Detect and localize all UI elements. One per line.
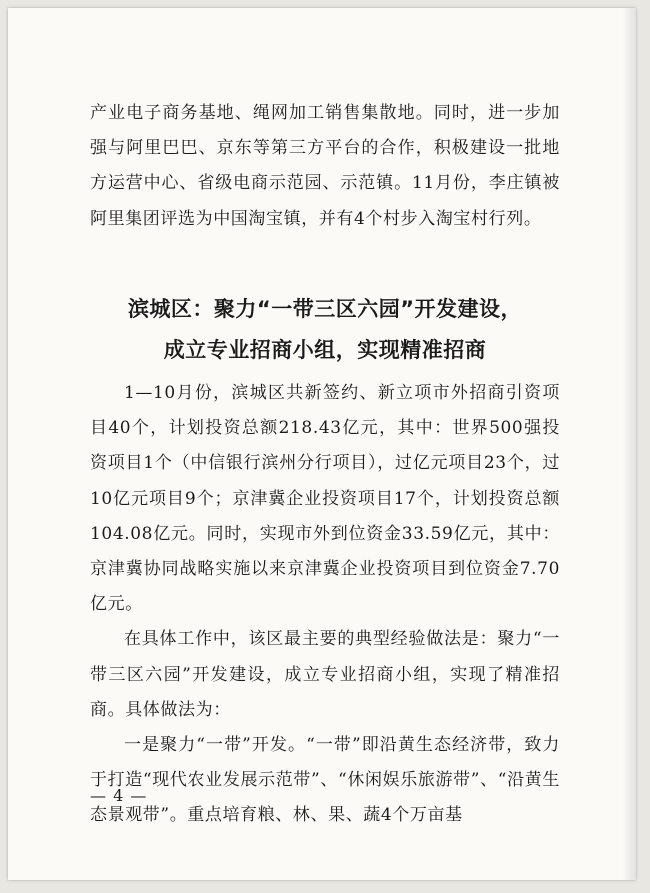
- intro-paragraph: 产业电子商务基地、绳网加工销售集散地。同时，进一步加强与阿里巴巴、京东等第三方平台的合作，积极建设一批地方运营中心、省级电商示范园、示范镇。11月份，李庄镇被阿里集团评选为中国淘宝镇，并有4个村步入淘宝村行列。: [90, 103, 560, 229]
- document-page: [8, 8, 636, 880]
- section-body: [90, 376, 560, 834]
- section-heading-line-1: 滨城区：聚力“一带三区六园”开发建设，: [127, 297, 523, 321]
- page-number: — 4 —: [90, 786, 148, 805]
- paragraph-one-belt: 一是聚力“一带”开发。“一带”即沿黄生态经济带，致力于打造“现代农业发展示范带”、“休闲娱乐旅游带”、“沿黄生态景观带”。重点培育粮、林、果、蔬4个万亩基: [90, 735, 560, 826]
- paragraph-investment-stats: 1—10月份，滨城区共新签约、新立项市外招商引资项目40个，计划投资总额218.43亿元，其中：世界500强投资项目1个（中信银行滨州分行项目），过亿元项目23个，过10亿元项目9个；京津冀企业投资项目17个，计划投资总额104.08亿元。同时，实现市外到位资金33.59亿元，其中：京津冀协同战略实施以来京津冀企业投资项目到位资金7.70亿元。: [90, 383, 560, 615]
- section-heading-line-2: 成立专业招商小组，实现精准招商: [163, 338, 487, 362]
- section-heading: [78, 289, 572, 371]
- paragraph-experience: 在具体工作中，该区最主要的典型经验做法是：聚力“一带三区六园”开发建设，成立专业招商小组，实现了精准招商。具体做法为：: [90, 629, 560, 720]
